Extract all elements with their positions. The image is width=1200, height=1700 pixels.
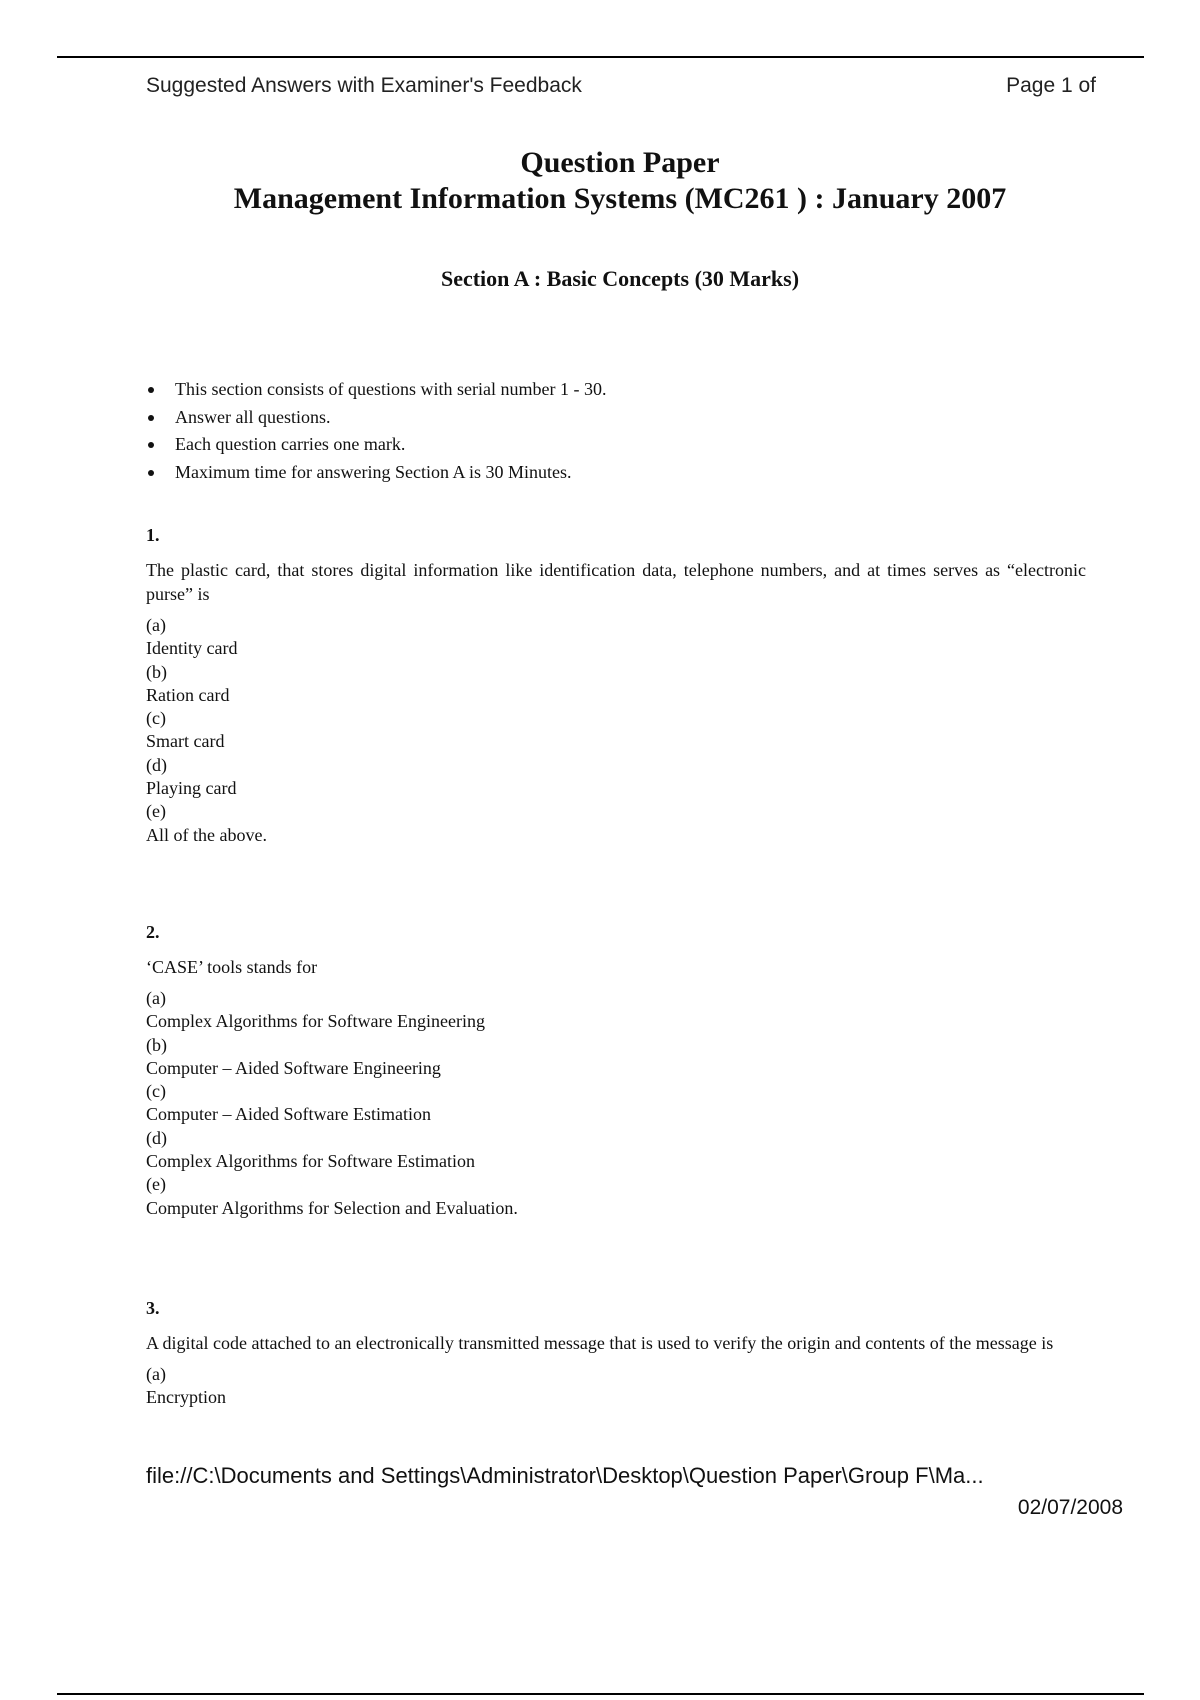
option-text: All of the above. [146,824,267,845]
instruction-item: Answer all questions. [146,404,606,432]
option-label: (d) [146,754,167,775]
question-1 [146,525,1086,847]
section-title: Section A : Basic Concepts (30 Marks) [440,266,800,291]
options-list [146,1363,1086,1410]
option-label: (e) [146,1174,166,1195]
header-title: Suggested Answers with Examiner's Feedback [146,74,582,97]
option-label: (b) [146,1034,167,1055]
option-text: Smart card [146,731,225,752]
question-number: 1. [146,525,160,545]
option-text: Complex Algorithms for Software Estimation [146,1151,475,1172]
question-3 [146,1298,1086,1410]
instruction-item: Each question carries one mark. [146,431,606,459]
instruction-item: This section consists of questions with serial number 1 - 30. [146,376,606,404]
option-label: (a) [146,1364,166,1384]
document-title [0,145,1200,217]
question-text: The plastic card, that stores digital information like identification data, telephone numbers, and at times serves as “electronic purse” is [146,560,1086,604]
question-number: 2. [146,922,160,942]
option-label: (c) [146,1081,166,1102]
page-number: Page 1 of [1006,74,1096,97]
title-line-1: Question Paper [520,146,720,179]
option-text: Identity card [146,638,238,659]
option-label: (d) [146,1127,167,1148]
option-text: Computer – Aided Software Estimation [146,1104,431,1125]
option-text: Computer – Aided Software Engineering [146,1057,441,1078]
question-number: 3. [146,1298,160,1318]
options-list [146,987,1086,1220]
option-text: Ration card [146,684,230,705]
title-line-2: Management Information Systems (MC261 ) : January 2007 [233,182,1007,215]
option-text: Complex Algorithms for Software Engineering [146,1011,485,1032]
instructions-list [146,376,606,486]
top-rule [57,56,1144,58]
footer-date: 02/07/2008 [1017,1496,1123,1519]
option-label: (a) [146,988,166,1008]
option-label: (a) [146,615,166,635]
footer-file-path: file://C:\Documents and Settings\Administrator\Desktop\Question Paper\Group F\Ma... [146,1463,984,1488]
running-header [146,74,1096,98]
option-text: Computer Algorithms for Selection and Evaluation. [146,1197,518,1218]
bottom-rule [57,1693,1144,1695]
option-label: (c) [146,708,166,729]
question-text: A digital code attached to an electronically transmitted message that is used to verify the origin and contents of the message is [146,1333,1054,1353]
option-text: Encryption [146,1387,226,1408]
option-label: (e) [146,801,166,822]
option-label: (b) [146,661,167,682]
options-list [146,614,1086,847]
option-text: Playing card [146,778,237,799]
instruction-item: Maximum time for answering Section A is 30 Minutes. [146,459,606,487]
question-text: ‘CASE’ tools stands for [146,957,318,977]
question-2 [146,922,1086,1220]
